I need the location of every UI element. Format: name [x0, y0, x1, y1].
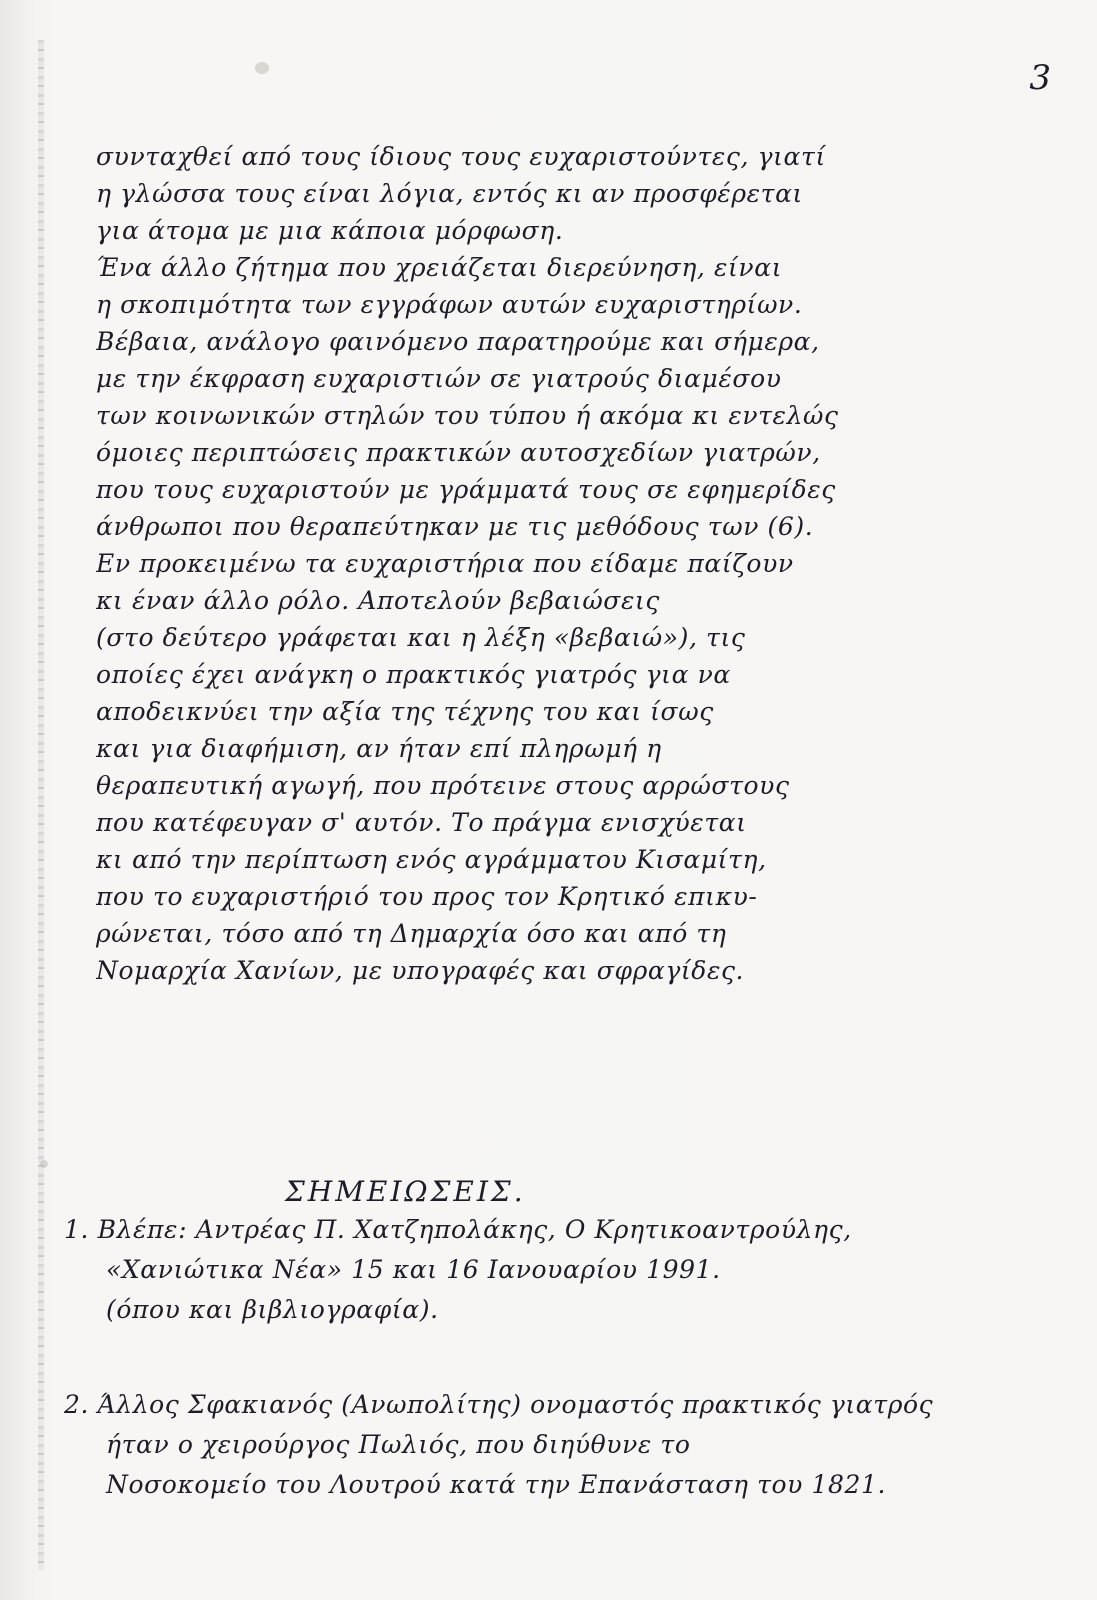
text-line: των κοινωνικών στηλών του τύπου ή ακόμα κι εντελώς: [96, 401, 839, 430]
footnote-line: 1. Βλέπε: Αντρέας Π. Χατζηπολάκης, Ο Κρητικοαντρούλης,: [64, 1215, 852, 1244]
footnote-1: [64, 1210, 1064, 1330]
text-line: Νομαρχία Χανίων, με υπογραφές και σφραγίδες.: [96, 956, 745, 985]
text-line: θεραπευτική αγωγή, που πρότεινε στους αρρώστους: [96, 771, 790, 800]
text-line: κι έναν άλλο ρόλο. Αποτελούν βεβαιώσεις: [96, 586, 660, 615]
text-line: οποίες έχει ανάγκη ο πρακτικός γιατρός για να: [96, 660, 731, 689]
text-line: (στο δεύτερο γράφεται και η λέξη «βεβαιώ»), τις: [96, 623, 746, 652]
footnote-line: (όπου και βιβλιογραφία).: [106, 1295, 439, 1324]
footnote-line: «Χανιώτικα Νέα» 15 και 16 Ιανουαρίου 1991.: [106, 1255, 721, 1284]
text-line: Βέβαια, ανάλογο φαινόμενο παρατηρούμε και σήμερα,: [96, 327, 820, 356]
text-line: αποδεικνύει την αξία της τέχνης του και ίσως: [96, 697, 714, 726]
text-line: Εν προκειμένω τα ευχαριστήρια που είδαμε παίζουν: [96, 549, 794, 578]
text-line: με την έκφραση ευχαριστιών σε γιατρούς διαμέσου: [96, 364, 782, 393]
footnote-line: Νοσοκομείο του Λουτρού κατά την Επανάσταση του 1821.: [106, 1470, 887, 1499]
footnote-2: [64, 1385, 1064, 1505]
body-text: [96, 138, 1071, 989]
text-line: άνθρωποι που θεραπεύτηκαν με τις μεθόδους των (6).: [96, 512, 814, 541]
text-line: Ένα άλλο ζήτημα που χρειάζεται διερεύνηση, είναι: [96, 253, 783, 282]
text-line: η γλώσσα τους είναι λόγια, εντός κι αν προσφέρεται: [96, 179, 803, 208]
text-line: συνταχθεί από τους ίδιους τους ευχαριστούντες, γιατί: [96, 142, 826, 171]
text-line: όμοιες περιπτώσεις πρακτικών αυτοσχεδίων γιατρών,: [96, 438, 821, 467]
text-line: που τους ευχαριστούν με γράμματά τους σε εφημερίδες: [96, 475, 836, 504]
footnote-line: ήταν ο χειρούργος Πωλιός, που διηύθυνε το: [106, 1430, 691, 1459]
page-number: 3: [1029, 58, 1051, 98]
text-line: που κατέφευγαν σ' αυτόν. Το πράγμα ενισχύεται: [96, 808, 747, 837]
notes-heading: ΣΗΜΕΙΩΣΕΙΣ.: [285, 1175, 526, 1208]
text-line: που το ευχαριστήριό του προς τον Κρητικό επικυ-: [96, 882, 758, 911]
footnote-line: 2. Άλλος Σφακιανός (Ανωπολίτης) ονομαστός πρακτικός γιατρός: [64, 1390, 934, 1419]
text-line: ρώνεται, τόσο από τη Δημαρχία όσο και από τη: [96, 919, 727, 948]
ink-smudge: [255, 62, 269, 74]
ink-smudge: [40, 1160, 48, 1168]
text-line: και για διαφήμιση, αν ήταν επί πληρωμή η: [96, 734, 662, 763]
binding-edge: [38, 40, 44, 1570]
text-line: κι από την περίπτωση ενός αγράμματου Κισαμίτη,: [96, 845, 767, 874]
text-line: η σκοπιμότητα των εγγράφων αυτών ευχαριστηρίων.: [96, 290, 803, 319]
text-line: για άτομα με μια κάποια μόρφωση.: [96, 216, 564, 245]
